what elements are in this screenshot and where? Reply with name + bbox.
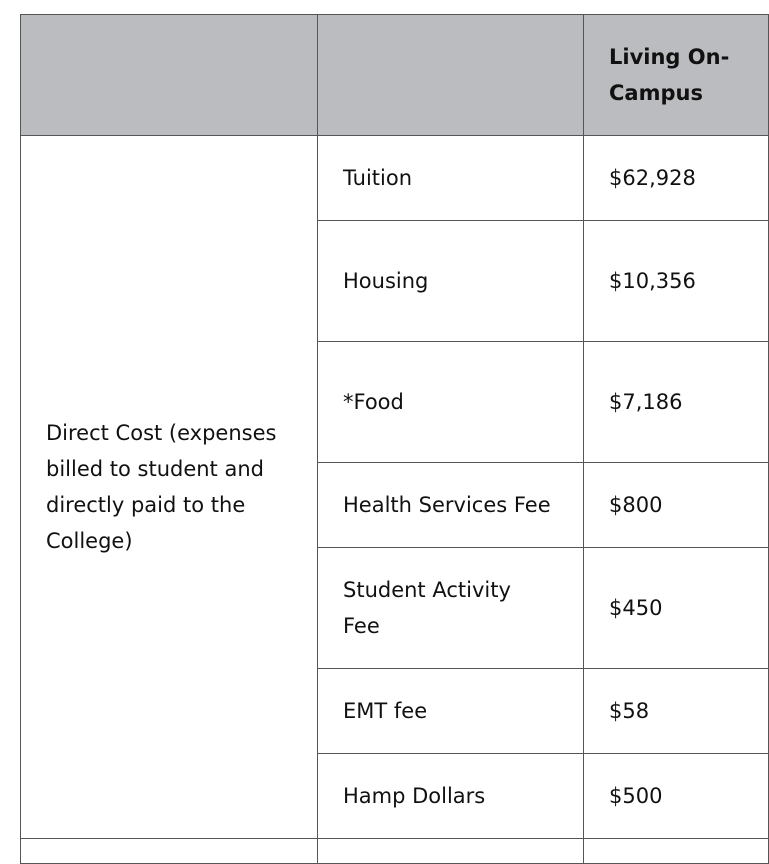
amount-cell: $58 bbox=[584, 669, 769, 754]
item-label: Student Activity Fee bbox=[343, 572, 533, 644]
partial-cell bbox=[21, 839, 318, 864]
item-label: Hamp Dollars bbox=[343, 778, 573, 814]
item-cell bbox=[318, 548, 584, 669]
item-label: *Food bbox=[343, 384, 573, 420]
header-cell-item bbox=[318, 15, 584, 136]
table-header-row bbox=[21, 15, 769, 136]
partial-cell bbox=[584, 839, 769, 864]
amount-cell: $7,186 bbox=[584, 342, 769, 463]
item-cell bbox=[318, 463, 584, 548]
header-cell-category bbox=[21, 15, 318, 136]
item-label: EMT fee bbox=[343, 693, 573, 729]
header-cell-living-on-campus bbox=[584, 15, 769, 136]
direct-cost-group-cell bbox=[21, 136, 318, 839]
direct-cost-label: Direct Cost (expenses billed to student and directly paid to the College) bbox=[46, 415, 296, 559]
partial-cell bbox=[318, 839, 584, 864]
table-row-partial bbox=[21, 839, 769, 864]
amount-cell: $10,356 bbox=[584, 221, 769, 342]
amount-cell: $450 bbox=[584, 548, 769, 669]
item-label: Tuition bbox=[343, 160, 573, 196]
item-cell bbox=[318, 221, 584, 342]
amount-cell: $800 bbox=[584, 463, 769, 548]
cost-table-container bbox=[20, 14, 769, 864]
header-label-living-on-campus: Living On-Campus bbox=[609, 39, 749, 111]
amount-cell: $62,928 bbox=[584, 136, 769, 221]
item-cell bbox=[318, 342, 584, 463]
table-row bbox=[21, 136, 769, 221]
item-label: Housing bbox=[343, 263, 573, 299]
cost-of-attendance-table bbox=[20, 14, 769, 864]
item-cell bbox=[318, 669, 584, 754]
item-label: Health Services Fee bbox=[343, 487, 573, 523]
item-cell bbox=[318, 754, 584, 839]
amount-cell: $500 bbox=[584, 754, 769, 839]
item-cell bbox=[318, 136, 584, 221]
